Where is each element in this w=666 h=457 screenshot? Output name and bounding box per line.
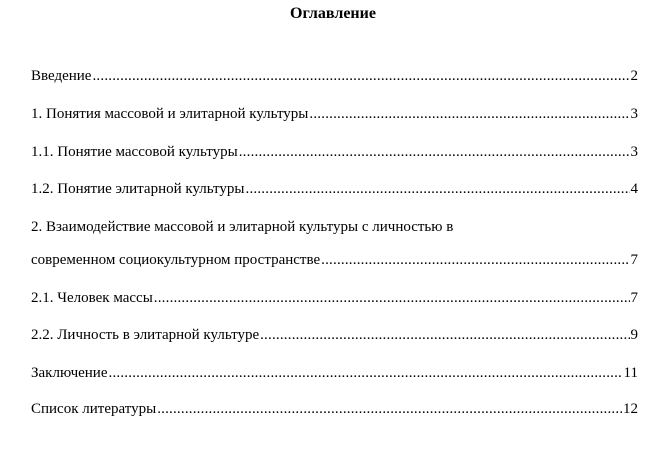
toc-entry-label: современном социокультурном пространстве <box>31 252 321 268</box>
toc-entry-label: Заключение <box>31 365 108 381</box>
toc-entry-section-1-2[interactable] <box>31 180 638 198</box>
toc-entry-page-number: 7 <box>630 252 638 268</box>
dot-leader <box>260 326 629 344</box>
toc-entry-page-number: 9 <box>630 327 638 343</box>
dot-leader <box>239 143 630 161</box>
toc-entry-label-line1: 2. Взаимодействие массовой и элитарной культуры с личностью в <box>31 219 454 235</box>
dot-leader <box>321 251 629 269</box>
toc-entry-label: 1.2. Понятие элитарной культуры <box>31 181 245 197</box>
dot-leader <box>157 400 622 418</box>
toc-entry-section-2-1[interactable] <box>31 289 638 307</box>
dot-leader <box>154 289 630 307</box>
toc-entry-introduction[interactable] <box>31 67 638 85</box>
toc-entry-section-2-2[interactable] <box>31 326 638 344</box>
toc-entry-page-number: 3 <box>630 106 638 122</box>
toc-heading: Оглавление <box>290 5 376 22</box>
toc-entry-page-number: 12 <box>623 401 638 417</box>
dot-leader <box>309 105 629 123</box>
toc-entry-label: Введение <box>31 68 92 84</box>
toc-entry-page-number: 7 <box>630 290 638 306</box>
toc-entry-page-number: 11 <box>623 365 638 381</box>
toc-entry-section-2[interactable] <box>31 218 638 269</box>
toc-entry-label: 1.1. Понятие массовой культуры <box>31 144 238 160</box>
toc-entry-page-number: 3 <box>630 144 638 160</box>
toc-entry-label: 1. Понятия массовой и элитарной культуры <box>31 106 309 122</box>
toc-entry-label: Список литературы <box>31 401 157 417</box>
dot-leader <box>246 180 630 198</box>
toc-entry-page-number: 2 <box>630 68 638 84</box>
toc-entry-conclusion[interactable] <box>31 364 638 382</box>
toc-entry-section-1[interactable] <box>31 105 638 123</box>
dot-leader <box>92 67 629 85</box>
toc-entry-label: 2.1. Человек массы <box>31 290 153 306</box>
toc-entry-page-number: 4 <box>630 181 638 197</box>
toc-entry-label: 2.2. Личность в элитарной культуре <box>31 327 260 343</box>
toc-entry-bibliography[interactable] <box>31 400 638 418</box>
toc-entry-section-1-1[interactable] <box>31 143 638 161</box>
dot-leader <box>109 364 623 382</box>
